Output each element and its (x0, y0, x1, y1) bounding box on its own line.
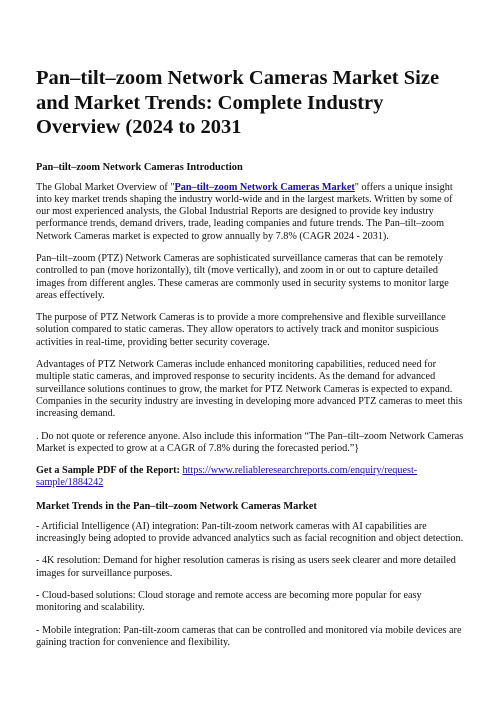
intro-p1-after: " offers a unique insight into key market trends shaping the industry world-wide and in the largest markets. Written by some of our most experienced analysts, the Global Industrial Reports are designed to provide key industry performance trends, demand drivers, trade, leading companies and future trends. The Pan–tilt–zoom Network Cameras market is expected to grow annually by 7.8% (CAGR 2024 - 2031). (36, 181, 453, 242)
trends-heading: Market Trends in the Pan–tilt–zoom Network Cameras Market (36, 500, 317, 512)
market-report-link[interactable]: Pan–tilt–zoom Network Cameras Market (174, 181, 355, 193)
intro-paragraph-3: The purpose of PTZ Network Cameras is to provide a more comprehensive and flexible surveillance solution compared to static cameras. They allow operators to actively track and monitor suspicious activities in real-time, providing better security coverage. (36, 312, 446, 348)
trend-item: - 4K resolution: Demand for higher resolution cameras is rising as users seek clearer and more detailed images for surveillance purposes. (36, 555, 456, 579)
intro-paragraph-5: . Do not quote or reference anyone. Also include this information “The Pan–tilt–zoom Network Cameras Market is expected to grow at a CAGR of 7.8% during the forecasted period.”} (36, 430, 464, 454)
intro-paragraph-2: Pan–tilt–zoom (PTZ) Network Cameras are sophisticated surveillance cameras that can be remotely controlled to pan (move horizontally), tilt (move vertically), and zoom in or out to capture detailed images from different angles. These cameras are commonly used in security systems to monitor large areas effectively. (36, 252, 449, 301)
sample-pdf-link[interactable]: https://www.reliableresearchreports.com/enquiry/request-sample/1884242 (36, 465, 418, 489)
page-title: Pan–tilt–zoom Network Cameras Market Size and Market Trends: Complete Industry Overview (2024 to 2031 (36, 67, 440, 138)
sample-pdf-line (36, 465, 468, 490)
intro-paragraph-1 (36, 182, 468, 243)
trend-item: - Mobile integration: Pan-tilt-zoom cameras that can be controlled and monitored via mobile devices are gaining traction for convenience and flexibility. (36, 624, 462, 648)
intro-paragraph-4: Advantages of PTZ Network Cameras include enhanced monitoring capabilities, reduced need for multiple static cameras, and improved response to security incidents. As the demand for advanced surveillance solutions continues to grow, the market for PTZ Network Cameras is expected to expand. Companies in the security industry are investing in developing more advanced PTZ cameras to meet this increasing demand. (36, 359, 463, 420)
trend-item: - Artificial Intelligence (AI) integration: Pan-tilt-zoom network cameras with AI capabilities are increasingly being adopted to provide advanced analytics such as facial recognition and object detection. (36, 520, 464, 545)
sample-pdf-label: Get a Sample PDF of the Report: (36, 465, 180, 477)
trend-item: - Cloud-based solutions: Cloud storage and remote access are becoming more popular for easy monitoring and scalability. (36, 589, 422, 614)
intro-heading: Pan–tilt–zoom Network Cameras Introduction (36, 161, 243, 173)
intro-p1-before: The Global Market Overview of " (36, 181, 175, 193)
